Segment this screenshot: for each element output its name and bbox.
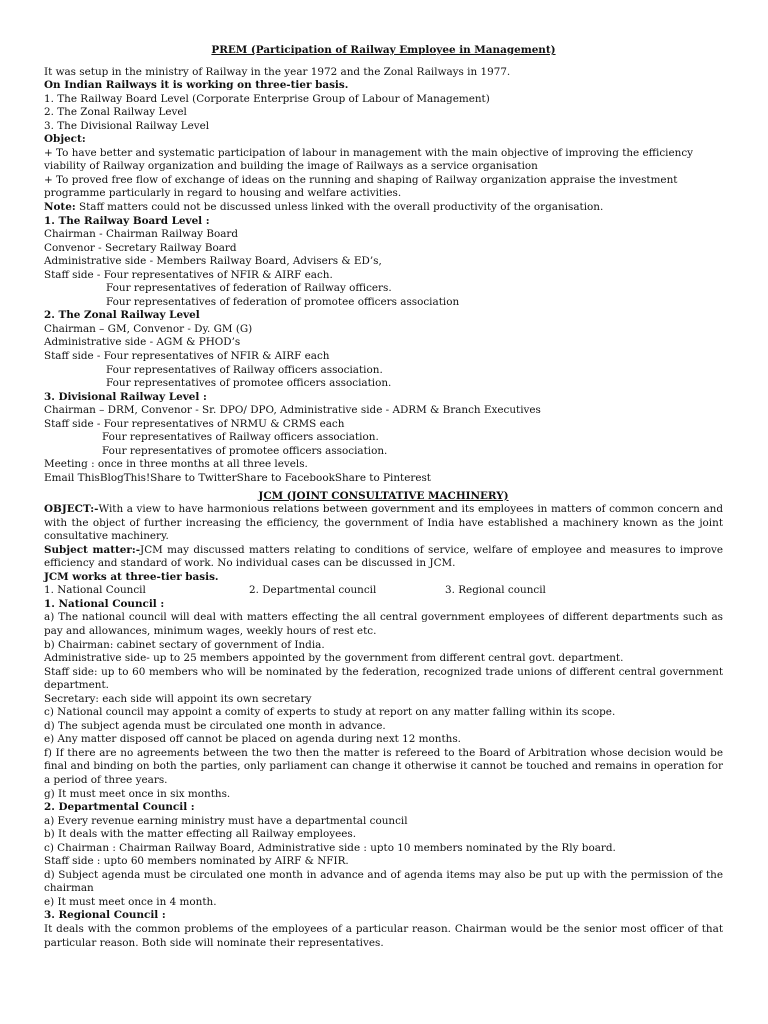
council-item: 1. National Council xyxy=(44,584,146,597)
jcm-subject xyxy=(44,544,723,571)
div-indent-line: Four representatives of Railway officers association. xyxy=(102,431,379,444)
prem-title: PREM (Participation of Railway Employee in Management) xyxy=(211,44,556,56)
dept-c: c) Chairman : Chairman Railway Board, Administrative side : upto 10 members nominated by the Rly board. xyxy=(44,841,616,854)
national-b: b) Chairman: cabinet sectary of government of India. xyxy=(44,638,325,651)
national-secretary: Secretary: each side will appoint its own secretary xyxy=(44,692,312,705)
prem-tier-heading: On Indian Railways it is working on three-tier basis. xyxy=(44,79,349,92)
national-f: f) If there are no agreements between the two then the matter is refereed to the Board of Arbitration whose decision would be final and binding on both the parties, only parliament can change it otherwise it cannot be touched and remains in operation for a period of three years. xyxy=(44,746,723,786)
meeting-line: Meeting : once in three months at all three levels. xyxy=(44,458,308,471)
prem-tier-3: 3. The Divisional Railway Level xyxy=(44,119,210,132)
prem-object-2b: programme particularly in regard to housing and welfare activities. xyxy=(44,187,402,200)
div-line: Chairman – DRM, Convenor - Sr. DPO/ DPO, Administrative side - ADRM & Branch Executives xyxy=(44,404,541,417)
national-heading: 1. National Council : xyxy=(44,597,165,610)
board-line: Administrative side - Members Railway Board, Advisers & ED’s, xyxy=(44,255,382,268)
national-admin: Administrative side- up to 25 members appointed by the government from different central govt. department. xyxy=(44,652,624,665)
board-indent-line: Four representatives of federation of Railway officers. xyxy=(106,282,392,295)
dept-b: b) It deals with the matter effecting all Railway employees. xyxy=(44,828,357,841)
board-heading: 1. The Railway Board Level : xyxy=(44,214,210,227)
prem-object-1b: viability of Railway organization and building the image of Railways as a service organisation xyxy=(44,160,538,173)
jcm-subject-label: Subject matter:- xyxy=(44,543,141,556)
dept-e: e) It must meet once in 4 month. xyxy=(44,895,217,908)
jcm-subject-text: JCM may discussed matters relating to conditions of service, welfare of employee and measures to improve efficiency and standard of work. No individual cases can be discussed in JCM. xyxy=(44,543,723,570)
note-label: Note: xyxy=(44,201,76,214)
jcm-object-text: With a view to have harmonious relations between government and its employees in matters of common concern and with the object of further increasing the efficiency, the government of India have established a machinery known as the joint consultative machinery. xyxy=(44,503,723,543)
council-item: 2. Departmental council xyxy=(249,584,377,597)
jcm-title: JCM (JOINT CONSULTATIVE MACHINERY) xyxy=(258,489,509,502)
div-indent-line: Four representatives of promotee officers association. xyxy=(102,444,388,457)
board-line: Chairman - Chairman Railway Board xyxy=(44,228,239,241)
jcm-object-label: OBJECT:- xyxy=(44,503,99,516)
regional-text: It deals with the common problems of the employees of a particular reason. Chairman would be the senior most officer of that particular reason. Both side will nominate their representatives. xyxy=(44,923,723,949)
council-item: 3. Regional council xyxy=(445,584,546,597)
dept-d: d) Subject agenda must be circulated one month in advance and of agenda items may also be put up with the permission of the chairman xyxy=(44,868,723,895)
zonal-indent-line: Four representatives of promotee officers association. xyxy=(106,377,392,390)
national-e: e) Any matter disposed off cannot be placed on agenda during next 12 months. xyxy=(44,733,461,746)
council-list xyxy=(44,584,723,598)
zonal-line: Administrative side - AGM & PHOD’s xyxy=(44,336,241,349)
zonal-heading: 2. The Zonal Railway Level xyxy=(44,309,200,322)
div-heading: 3. Divisional Railway Level : xyxy=(44,390,207,403)
note-text: Staff matters could not be discussed unless linked with the overall productivity of the organisation. xyxy=(75,201,604,214)
dept-a: a) Every revenue earning ministry must have a departmental council xyxy=(44,814,408,827)
jcm-object xyxy=(44,503,723,544)
dept-heading: 2. Departmental Council : xyxy=(44,801,195,814)
share-links[interactable]: Email ThisBlogThis!Share to TwitterShare to FacebookShare to Pinterest xyxy=(44,471,431,484)
dept-staff: Staff side : upto 60 members nominated by AIRF & NFIR. xyxy=(44,855,349,868)
zonal-line: Staff side - Four representatives of NFIR & AIRF each xyxy=(44,350,330,363)
spacer xyxy=(44,58,723,66)
prem-intro: It was setup in the ministry of Railway in the year 1972 and the Zonal Railways in 1977. xyxy=(44,65,511,78)
prem-note xyxy=(44,201,723,215)
div-line: Staff side - Four representatives of NRMU & CRMS each xyxy=(44,417,345,430)
zonal-indent-line: Four representatives of Railway officers association. xyxy=(106,363,383,376)
zonal-line: Chairman – GM, Convenor - Dy. GM (G) xyxy=(44,322,253,335)
prem-object-1a: + To have better and systematic participation of labour in management with the main objective of improving the efficiency xyxy=(44,146,694,159)
prem-object-heading: Object: xyxy=(44,133,86,146)
board-line: Convenor - Secretary Railway Board xyxy=(44,241,237,254)
national-staff: Staff side: up to 60 members who will be nominated by the federation, recognized trade unions of different central government department. xyxy=(44,665,723,692)
national-c: c) National council may appoint a comity of experts to study at report on any matter falling within its scope. xyxy=(44,706,616,719)
prem-tier-2: 2. The Zonal Railway Level xyxy=(44,106,187,119)
prem-tier-1: 1. The Railway Board Level (Corporate Enterprise Group of Labour of Management) xyxy=(44,92,490,105)
board-line: Staff side - Four representatives of NFIR & AIRF each. xyxy=(44,268,333,281)
prem-object-2a: + To proved free flow of exchange of ideas on the running and shaping of Railway organization appraise the investment xyxy=(44,173,678,186)
jcm-tier-heading: JCM works at three-tier basis. xyxy=(44,570,219,583)
national-d: d) The subject agenda must be circulated one month in advance. xyxy=(44,719,386,732)
document-page xyxy=(44,44,723,950)
regional-heading: 3. Regional Council : xyxy=(44,909,166,922)
national-g: g) It must meet once in six months. xyxy=(44,787,231,800)
board-indent-line: Four representatives of federation of promotee officers association xyxy=(106,295,460,308)
national-a: a) The national council will deal with matters effecting the all central government employees of different departments such as pay and allowances, minimum wages, weekly hours of rest etc. xyxy=(44,611,723,637)
